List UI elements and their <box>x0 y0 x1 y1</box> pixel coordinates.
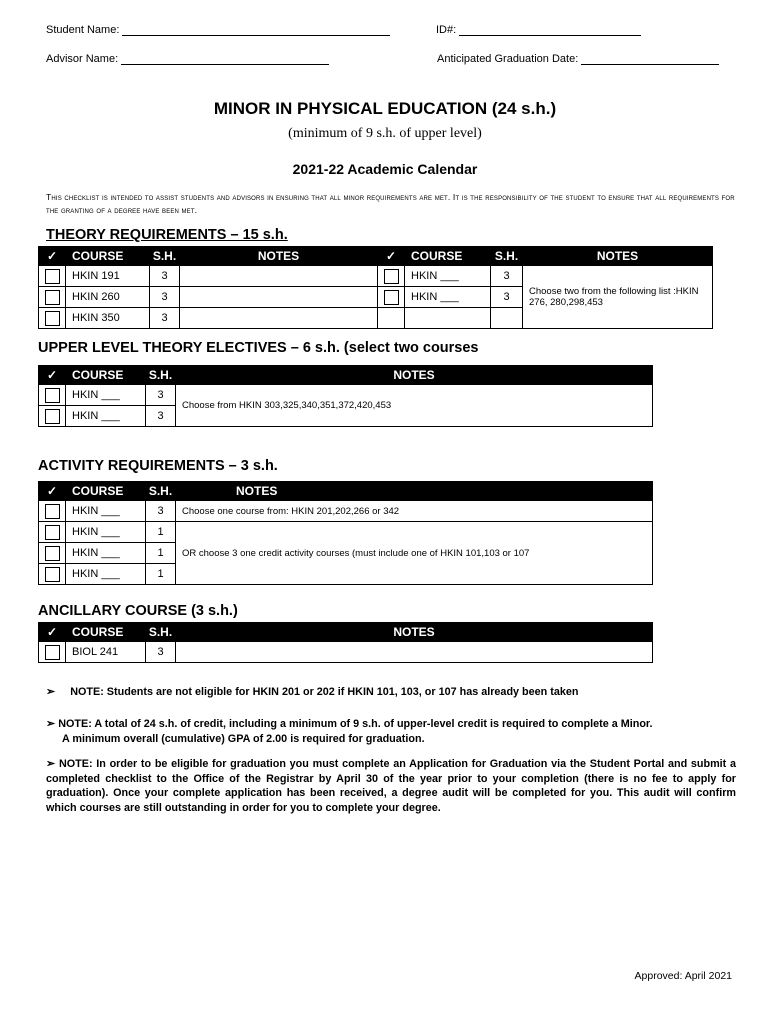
upper-note: Choose from HKIN 303,325,340,351,372,420,453 <box>176 385 653 427</box>
course-cell: HKIN ___ <box>66 564 146 585</box>
arrow-bullet-icon: ➢ <box>46 718 56 730</box>
student-name-label: Student Name: <box>46 24 120 36</box>
grad-date-field[interactable] <box>581 53 719 65</box>
course-header: COURSE <box>66 623 146 642</box>
student-name-row <box>46 24 390 36</box>
sh-cell: 3 <box>146 501 176 522</box>
course-cell: HKIN ___ <box>66 406 146 427</box>
notes-header: NOTES <box>180 247 378 266</box>
advisor-name-field[interactable] <box>121 53 329 65</box>
sh-cell: 3 <box>491 266 523 287</box>
grad-date-label: Anticipated Graduation Date: <box>437 53 579 65</box>
checkbox[interactable] <box>45 645 60 660</box>
checkbox[interactable] <box>45 525 60 540</box>
id-field[interactable] <box>459 24 641 36</box>
sh-header: S.H. <box>491 247 523 266</box>
checkbox[interactable] <box>45 388 60 403</box>
note-gpa-text: A minimum overall (cumulative) GPA of 2.00 is required for graduation. <box>62 732 425 745</box>
page-title: MINOR IN PHYSICAL EDUCATION (24 s.h.) <box>213 99 557 118</box>
sh-header: S.H. <box>150 247 180 266</box>
course-header: COURSE <box>66 247 150 266</box>
id-row <box>436 24 641 36</box>
theory-note: Choose two from the following list :HKIN 276, 280,298,453 <box>523 266 713 329</box>
sh-cell: 3 <box>150 287 180 308</box>
course-cell: HKIN 191 <box>66 266 150 287</box>
course-cell: HKIN ___ <box>405 287 491 308</box>
note-graduation-text: NOTE: In order to be eligible for graduation you must complete an Application for Graduation via the Student Portal and submit a completed checklist to the Office of the Registrar by April 30 of the year prior to your completion (there is no fee to apply for graduation). Once your complete application has been received, a degree audit will be completed for you. This audit will confirm which courses are still outstanding in order for you to complete your degree. <box>46 758 736 814</box>
notes-header: NOTES <box>523 247 713 266</box>
table-row <box>39 642 653 663</box>
approved-date: Approved: April 2021 <box>634 970 732 982</box>
table-row <box>39 522 653 543</box>
note-credits <box>46 717 736 746</box>
course-cell: HKIN ___ <box>405 266 491 287</box>
check-header: ✓ <box>39 247 66 266</box>
table-row <box>39 266 713 287</box>
sh-cell: 1 <box>146 522 176 543</box>
ancillary-table <box>38 622 653 663</box>
upper-section-title: UPPER LEVEL THEORY ELECTIVES – 6 s.h. (select two courses <box>38 340 479 356</box>
check-header: ✓ <box>39 366 66 385</box>
notes-header: NOTES <box>176 623 653 642</box>
checkbox[interactable] <box>384 269 399 284</box>
course-cell: HKIN ___ <box>66 522 146 543</box>
checkbox[interactable] <box>45 409 60 424</box>
course-header: COURSE <box>405 247 491 266</box>
checkbox[interactable] <box>45 504 60 519</box>
activity-table <box>38 481 653 585</box>
note-graduation <box>46 757 736 815</box>
check-header: ✓ <box>378 247 405 266</box>
arrow-bullet-icon: ➢ <box>46 758 56 770</box>
notes-header: NOTES <box>176 482 653 501</box>
id-label: ID#: <box>436 24 457 36</box>
activity-note-1: Choose one course from: HKIN 201,202,266 or 342 <box>176 501 653 522</box>
course-header: COURSE <box>66 482 146 501</box>
sh-cell: 1 <box>146 543 176 564</box>
checkbox[interactable] <box>45 546 60 561</box>
arrow-bullet-icon: ➢ <box>46 686 56 698</box>
grad-date-row <box>437 53 719 65</box>
theory-table <box>38 246 713 329</box>
note-eligibility-text: NOTE: Students are not eligible for HKIN 201 or 202 if HKIN 101, 103, or 107 has already been taken <box>70 686 579 698</box>
course-cell: HKIN ___ <box>66 543 146 564</box>
sh-header: S.H. <box>146 623 176 642</box>
sh-cell: 3 <box>150 266 180 287</box>
page-subtitle: (minimum of 9 s.h. of upper level) <box>288 126 482 141</box>
student-name-field[interactable] <box>122 24 390 36</box>
checkbox[interactable] <box>384 290 399 305</box>
table-row <box>39 501 653 522</box>
activity-section-title: ACTIVITY REQUIREMENTS – 3 s.h. <box>38 458 278 474</box>
course-cell: BIOL 241 <box>66 642 146 663</box>
checkbox[interactable] <box>45 567 60 582</box>
course-cell: HKIN 350 <box>66 308 150 329</box>
sh-header: S.H. <box>146 482 176 501</box>
course-header: COURSE <box>66 366 146 385</box>
academic-calendar: 2021-22 Academic Calendar <box>292 161 478 177</box>
check-header: ✓ <box>39 623 66 642</box>
sh-cell: 3 <box>146 642 176 663</box>
sh-cell: 3 <box>491 287 523 308</box>
note-credits-text: NOTE: A total of 24 s.h. of credit, including a minimum of 9 s.h. of upper-level credit is required to complete a Minor. <box>58 718 653 730</box>
activity-note-2: OR choose 3 one credit activity courses (must include one of HKIN 101,103 or 107 <box>176 522 653 585</box>
intro-text: This checklist is intended to assist students and advisors in ensuring that all minor requirements are met. It is the responsibility of the student to ensure that all requirements for the granting of a degree have been met. <box>46 192 735 215</box>
ancillary-section-title: ANCILLARY COURSE (3 s.h.) <box>38 603 238 619</box>
course-cell: HKIN 260 <box>66 287 150 308</box>
checkbox[interactable] <box>45 269 60 284</box>
course-cell: HKIN ___ <box>66 501 146 522</box>
table-row <box>39 385 653 406</box>
theory-section-title: THEORY REQUIREMENTS – 15 s.h. <box>46 227 288 243</box>
sh-header: S.H. <box>146 366 176 385</box>
sh-cell: 3 <box>150 308 180 329</box>
advisor-name-row <box>46 53 329 65</box>
sh-cell: 3 <box>146 385 176 406</box>
check-header: ✓ <box>39 482 66 501</box>
checkbox[interactable] <box>45 290 60 305</box>
upper-table <box>38 365 653 427</box>
sh-cell: 1 <box>146 564 176 585</box>
course-cell: HKIN ___ <box>66 385 146 406</box>
advisor-name-label: Advisor Name: <box>46 53 119 65</box>
notes-header: NOTES <box>176 366 653 385</box>
note-eligibility <box>46 685 736 700</box>
checkbox[interactable] <box>45 311 60 326</box>
sh-cell: 3 <box>146 406 176 427</box>
